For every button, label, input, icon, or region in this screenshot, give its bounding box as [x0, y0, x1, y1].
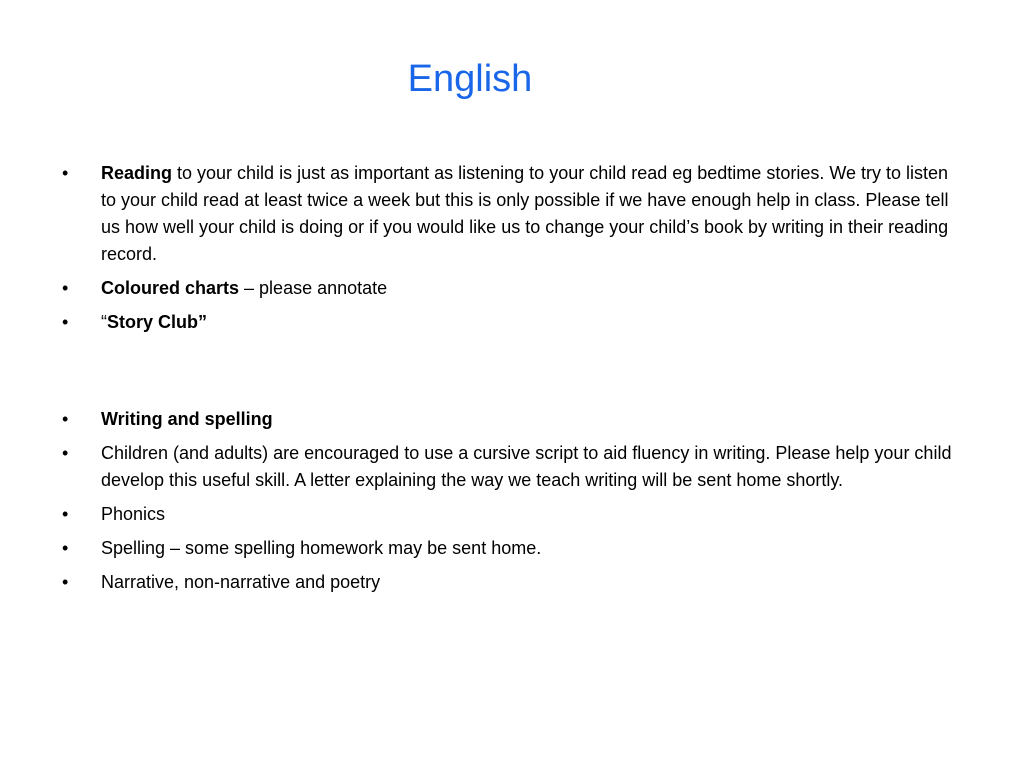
item-bold-text: Coloured charts: [101, 278, 240, 298]
list-item-coloured-charts: [62, 275, 962, 302]
item-text: Narrative, non-narrative and poetry: [101, 572, 381, 592]
bullet-icon: •: [62, 538, 69, 558]
bullet-icon: •: [62, 443, 69, 463]
item-prefix: “: [101, 312, 107, 332]
list-item-reading: [62, 160, 962, 268]
slide-title: English: [407, 58, 533, 100]
bullet-icon: •: [62, 163, 69, 183]
bullet-icon: •: [62, 572, 69, 592]
list-item-cursive: [62, 440, 962, 494]
bullet-icon: •: [62, 504, 69, 524]
list-item-writing-spelling: [62, 406, 962, 433]
item-text: Spelling – some spelling homework may be sent home.: [101, 538, 542, 558]
bullet-icon: •: [62, 312, 69, 332]
item-bold-text: Story Club”: [107, 312, 208, 332]
item-text: Phonics: [101, 504, 166, 524]
item-text: to your child is just as important as listening to your child read eg bedtime stories. We try to listen to your child read at least twice a week but this is only possible if we have enough help in class. Please tell us how well your child is doing or if you would like us to change your child’s book by writing in their reading record.: [101, 163, 949, 264]
bullet-icon: •: [62, 409, 69, 429]
list-item-phonics: [62, 501, 962, 528]
item-bold-text: Writing and spelling: [101, 409, 273, 429]
item-text: – please annotate: [239, 278, 388, 298]
list-item-story-club: [62, 309, 962, 336]
bullet-icon: •: [62, 278, 69, 298]
item-text: Children (and adults) are encouraged to use a cursive script to aid fluency in writing. Please help your child develop this useful skill. A letter explaining the way we teach writing will be sent home shortly.: [101, 443, 952, 490]
item-bold-text: Reading: [101, 163, 173, 183]
list-item-narrative: [62, 569, 962, 596]
bullet-list: [62, 160, 962, 603]
list-item-spelling: [62, 535, 962, 562]
